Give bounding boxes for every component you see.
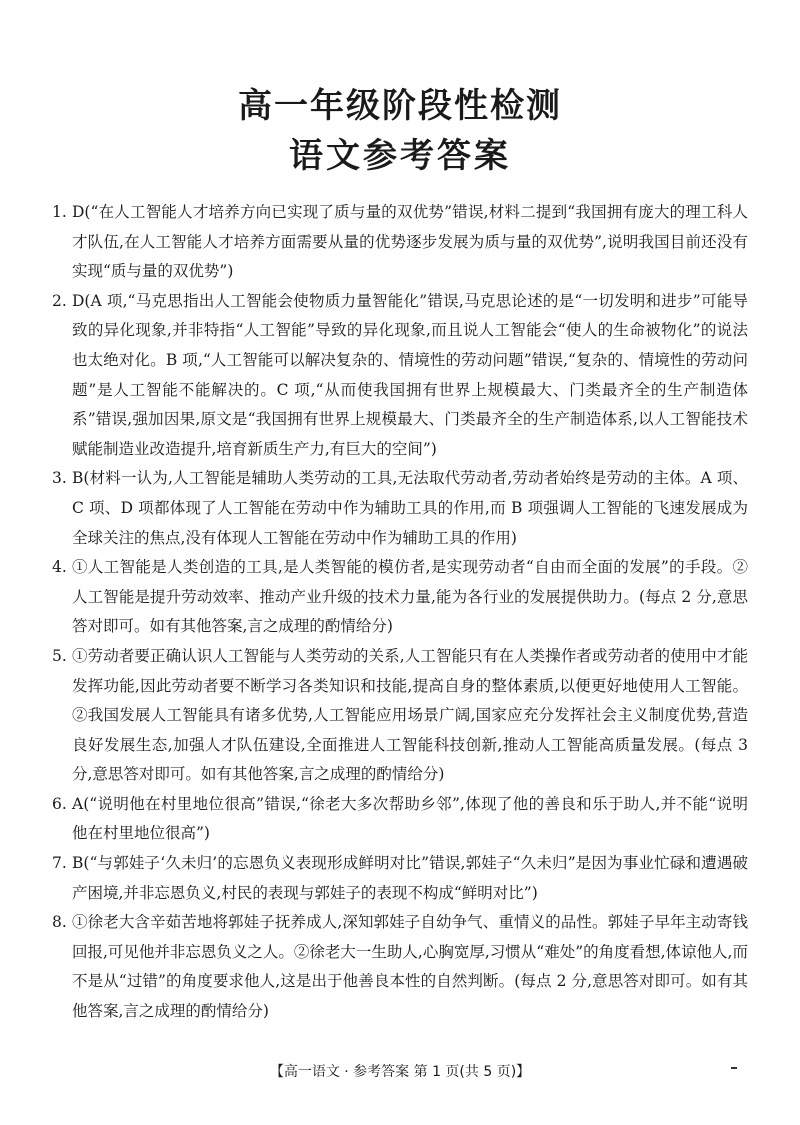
answer-number: 7.: [52, 854, 67, 873]
answer-text: ①劳动者要正确认识人工智能与人类劳动的关系,人工智能只有在人类操作者或劳动者的使用中才能发挥功能,因此劳动者要不断学习各类知识和技能,提高自身的整体素质,以便更好地使用人工智能。②我国发展人工智能具有诸多优势,人工智能应用场景广阔,国家应充分发挥社会主义制度优势,营造良好发展生态,加强人才队伍建设,全面推进人工智能科技创新,推动人工智能高质量发展。(每点 3 分,意思答对即可。如有其他答案,言之成理的酌情给分): [72, 646, 748, 784]
answer-text: D(A 项,“马克思指出人工智能会使物质力量智能化”错误,马克思论述的是“一切发明和进步”可能导致的异化现象,并非特指“人工智能”导致的异化现象,而且说人工智能会“使人的生命被物化”的说法也太绝对化。B 项,“人工智能可以解决复杂的、情境性的劳动问题”错误,“复杂的、情境性的劳动问题”是人工智能不能解决的。C 项,“从而使我国拥有世界上规模最大、门类最齐全的生产制造体系”错误,强加因果,原文是“我国拥有世界上规模最大、门类最齐全的生产制造体系,以人工智能技术赋能制造业改造提升,培育新质生产力,有巨大的空间”): [72, 291, 748, 458]
answer-item-7: [52, 849, 748, 908]
answer-item-8: [52, 908, 748, 1026]
answer-text: A(“说明他在村里地位很高”错误,“徐老大多次帮助乡邻”,体现了他的善良和乐于助人,并不能“说明他在村里地位很高”): [72, 794, 748, 843]
answer-item-5: [52, 642, 748, 790]
answer-number: 1.: [52, 203, 67, 221]
answer-number: 2.: [52, 291, 67, 310]
answer-item-6: [52, 790, 748, 849]
answer-number: 4.: [52, 558, 67, 577]
answer-list: [52, 198, 748, 1027]
answer-text: B(材料一认为,人工智能是辅助人类劳动的工具,无法取代劳动者,劳动者始终是劳动的主体。A 项、C 项、D 项都体现了人工智能在劳动中作为辅助工具的作用,而 B 项强调人工智能的飞速发展成为全球关注的焦点,没有体现人工智能在劳动中作为辅助工具的作用): [72, 469, 748, 547]
answer-number: 6.: [52, 794, 67, 813]
answer-text: B(“与郭娃子‘久未归’的忘恩负义表现形成鲜明对比”错误,郭娃子“久未归”是因为事业忙碌和遭遇破产困境,并非忘恩负义,村民的表现与郭娃子的表现不构成“鲜明对比”): [72, 854, 748, 902]
answer-number: 8.: [52, 913, 67, 932]
answer-item-1: [52, 198, 748, 287]
answer-text: ①人工智能是人类创造的工具,是人类智能的模仿者,是实现劳动者“自由而全面的发展”的手段。②人工智能是提升劳动效率、推动产业升级的技术力量,能为各行业的发展提供助力。(每点 2 分,意思答对即可。如有其他答案,言之成理的酌情给分): [72, 558, 748, 636]
answer-text: ①徐老大含辛茹苦地将郭娃子抚养成人,深知郭娃子自幼争气、重情义的品性。郭娃子早年主动寄钱回报,可见他并非忘恩负义之人。②徐老大一生助人,心胸宽厚,习惯从“难处”的角度看想,体谅他人,而不是从“过错”的角度要求他人,这是出于他善良本性的自然判断。(每点 2 分,意思答对即可。如有其他答案,言之成理的酌情给分): [72, 913, 748, 1021]
answer-item-3: [52, 464, 748, 553]
answer-item-4: [52, 553, 748, 642]
page-title: 高一年级阶段性检测: [238, 86, 562, 126]
answer-number: 5.: [52, 646, 67, 665]
answer-item-2: [52, 287, 748, 465]
page-footer: 【高一语文 · 参考答案 第 1 页(共 5 页)】: [269, 1064, 531, 1080]
answer-number: 3.: [52, 469, 67, 488]
answer-text: D(“在人工智能人才培养方向已实现了质与量的双优势”错误,材料二提到“我国拥有庞大的理工科人才队伍,在人工智能人才培养方面需要从量的优势逐步发展为质与量的双优势”,说明我国目前还没有实现“质与量的双优势”): [72, 203, 748, 281]
scan-mark: [731, 1067, 737, 1069]
page-subtitle: 语文参考答案: [289, 136, 511, 176]
